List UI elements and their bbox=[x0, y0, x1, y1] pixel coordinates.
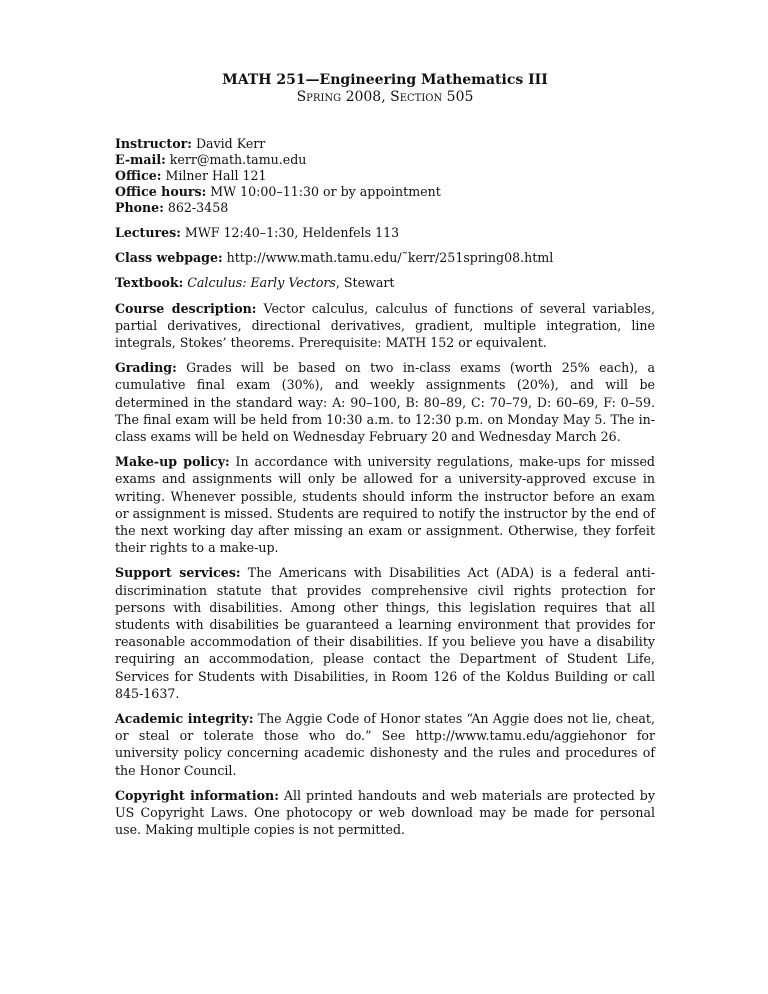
support-services-section bbox=[115, 564, 655, 702]
copyright-text: All printed handouts and web materials are protected by US Copyright Laws. One photocopy or web download may be made for personal use. Making multiple copies is not permitted. bbox=[115, 787, 655, 838]
page-title: MATH 251—Engineering Mathematics III bbox=[222, 72, 548, 88]
office-hours-value: MW 10:00–11:30 or by appointment bbox=[210, 184, 441, 199]
academic-integrity-section bbox=[115, 710, 655, 779]
office-hours-line bbox=[115, 184, 655, 200]
webpage-value: http://www.math.tamu.edu/˜kerr/251spring08.html bbox=[226, 250, 554, 266]
syllabus-page bbox=[115, 72, 655, 847]
lectures-value: MWF 12:40–1:30, Heldenfels 113 bbox=[184, 225, 400, 240]
makeup-policy-section bbox=[115, 453, 655, 556]
page-subtitle: Spring 2008, Section 505 bbox=[296, 89, 474, 105]
email-line bbox=[115, 152, 655, 168]
email-label: E-mail: bbox=[115, 152, 166, 167]
textbook-author: , Stewart bbox=[335, 275, 395, 291]
office-hours-label: Office hours: bbox=[115, 184, 207, 199]
grading-label: Grading: bbox=[115, 360, 177, 376]
lectures-label: Lectures: bbox=[115, 225, 181, 240]
academic-integrity-label: Academic integrity: bbox=[115, 711, 254, 727]
phone-value: 862-3458 bbox=[167, 200, 229, 215]
copyright-label: Copyright information: bbox=[115, 787, 279, 803]
office-line bbox=[115, 168, 655, 184]
instructor-label: Instructor: bbox=[115, 136, 192, 151]
makeup-policy-label: Make-up policy: bbox=[115, 454, 230, 470]
course-description-section bbox=[115, 300, 655, 352]
textbook-title: Calculus: Early Vectors bbox=[187, 275, 336, 291]
lectures-line bbox=[115, 224, 655, 241]
office-label: Office: bbox=[115, 168, 162, 183]
support-services-text: The Americans with Disabilities Act (ADA) is a federal anti-discrimination statute that provides comprehensive civil rights protection for persons with disabilities. Among other things, this legislation requires that all students with disabilities be guaranteed a learning environment that provides for reasonable accommodation of their disabilities. If you believe you have a disability requiring an accommodation, please contact the Department of Student Life, Services for Students with Disabilities, in Room 126 of the Koldus Building or call 845-1637. bbox=[115, 565, 655, 701]
instructor-value: David Kerr bbox=[195, 136, 266, 151]
contact-block bbox=[115, 136, 655, 216]
webpage-line bbox=[115, 249, 655, 266]
course-description-text: Vector calculus, calculus of functions of several variables, partial derivatives, directional derivatives, gradient, multiple integration, line integrals, Stokes’ theorems. Prerequisite: MATH 152 or equivalent. bbox=[115, 300, 655, 351]
textbook-line bbox=[115, 274, 655, 291]
copyright-section bbox=[115, 787, 655, 839]
office-value: Milner Hall 121 bbox=[165, 168, 267, 183]
course-description-label: Course description: bbox=[115, 300, 257, 316]
academic-integrity-text: The Aggie Code of Honor states “An Aggie does not lie, cheat, or steal or tolerate those who do.” See http://www.tamu.edu/aggiehonor for university policy concerning academic dishonesty and the rules and procedures of the Honor Council. bbox=[115, 711, 655, 778]
grading-section bbox=[115, 359, 655, 445]
instructor-line bbox=[115, 136, 655, 152]
phone-line bbox=[115, 200, 655, 216]
phone-label: Phone: bbox=[115, 200, 164, 215]
email-value: kerr@math.tamu.edu bbox=[169, 152, 307, 167]
webpage-label: Class webpage: bbox=[115, 250, 223, 266]
textbook-label: Textbook: bbox=[115, 275, 184, 291]
support-services-label: Support services: bbox=[115, 565, 241, 581]
grading-text: Grades will be based on two in-class exams (worth 25% each), a cumulative final exam (30%), and weekly assignments (20%), and will be determined in the standard way: A: 90–100, B: 80–89, C: 70–79, D: 60–69, F: 0–59. The final exam will be held from 10:30 a.m. to 12:30 p.m. on Monday May 5. The in-class exams will be held on Wednesday February 20 and Wednesday March 26. bbox=[115, 360, 655, 445]
makeup-policy-text: In accordance with university regulations, make-ups for missed exams and assignments will only be allowed for a university-approved excuse in writing. Whenever possible, students should inform the instructor before an exam or assignment is missed. Students are required to notify the instructor by the end of the next working day after missing an exam or assignment. Otherwise, they forfeit their rights to a make-up. bbox=[115, 454, 655, 556]
